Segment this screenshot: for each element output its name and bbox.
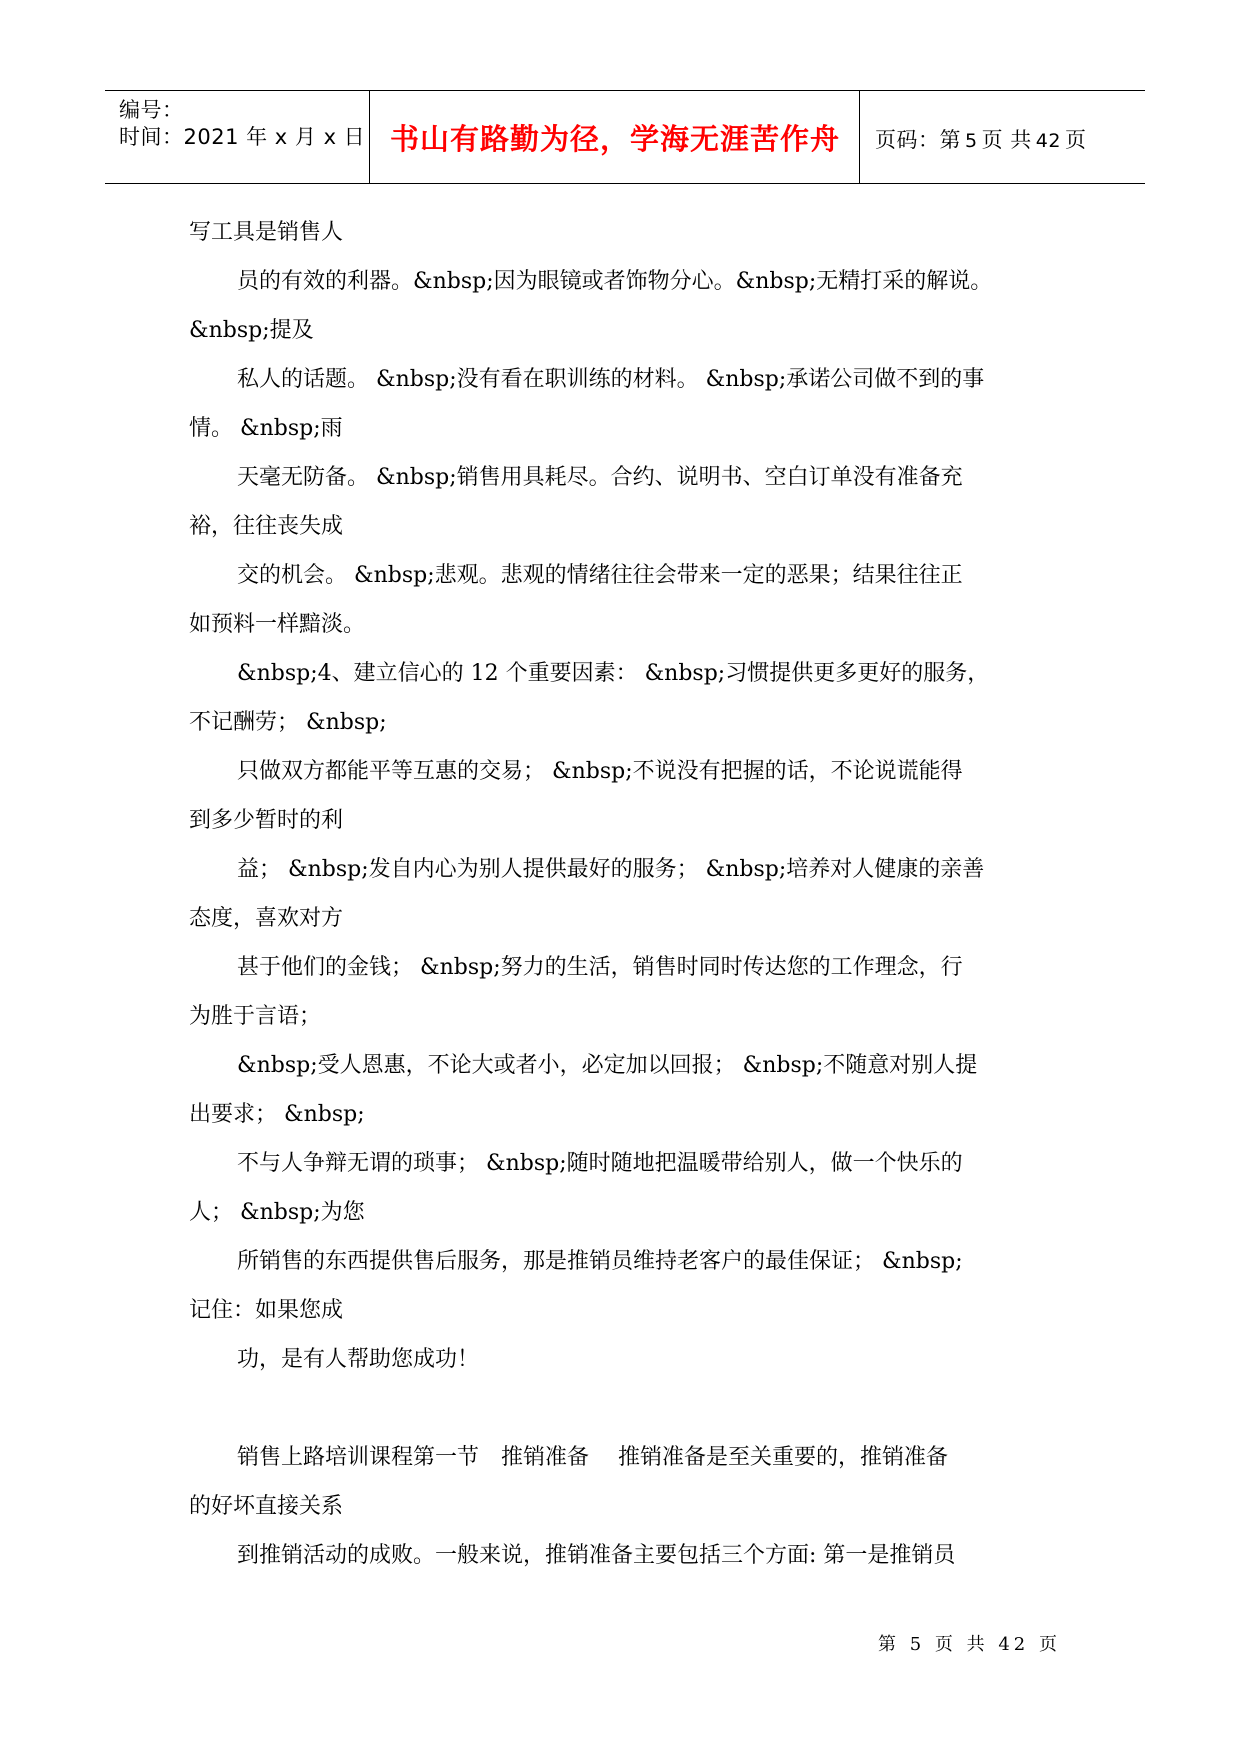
- body-line: 员的有效的利器。&nbsp;因为眼镜或者饰物分心。&nbsp;无精打采的解说。: [237, 269, 993, 294]
- body-line: 到推销活动的成败。一般来说，推销准备主要包括三个方面: 第一是推销员: [237, 1543, 956, 1568]
- body-line: 私人的话题。 &nbsp;没有看在职训练的材料。 &nbsp;承诺公司做不到的事: [237, 367, 985, 392]
- body-line: 功，是有人帮助您成功！: [237, 1347, 480, 1372]
- page-footer: 第 5 页 共 42 页: [878, 1634, 1061, 1655]
- body-line: 如预料一样黯淡。: [189, 612, 366, 637]
- body-line: 态度，喜欢对方: [189, 906, 344, 931]
- body-line: &nbsp;提及: [189, 318, 314, 343]
- body-line: 天毫无防备。 &nbsp;销售用具耗尽。合约、说明书、空白订单没有准备充: [237, 465, 963, 490]
- body-line: 人； &nbsp;为您: [189, 1200, 365, 1225]
- body-line: 甚于他们的金钱； &nbsp;努力的生活，销售时同时传达您的工作理念，行: [237, 955, 963, 980]
- header-motto: 书山有路勤为径，学海无涯苦作舟: [389, 122, 840, 156]
- document-number-label: 编号：: [119, 98, 184, 122]
- body-line: 所销售的东西提供售后服务，那是推销员维持老客户的最佳保证； &nbsp;: [237, 1249, 963, 1274]
- body-line: 为胜于言语；: [189, 1004, 322, 1029]
- header-page-cell: [861, 91, 1145, 183]
- header-page-number: [875, 124, 1086, 154]
- body-line: 情。 &nbsp;雨: [189, 416, 343, 441]
- body-line: &nbsp;4、建立信心的 12 个重要因素： &nbsp;习惯提供更多更好的服务，: [237, 661, 990, 686]
- body-line: 出要求； &nbsp;: [189, 1102, 365, 1127]
- body-line: 不记酬劳； &nbsp;: [189, 710, 387, 735]
- body-line: 不与人争辩无谓的琐事； &nbsp;随时随地把温暖带给别人，做一个快乐的: [237, 1151, 963, 1176]
- body-line: 记住：如果您成: [189, 1298, 344, 1323]
- page-total: 42: [1035, 130, 1061, 152]
- header-info-cell: [105, 91, 370, 183]
- page-suffix: 页: [1064, 128, 1087, 152]
- body-line: &nbsp;受人恩惠，不论大或者小，必定加以回报； &nbsp;不随意对别人提: [237, 1053, 978, 1078]
- document-time-label: 时间：2021 年 x 月 x 日: [119, 125, 366, 149]
- body-line: 的好坏直接关系: [189, 1494, 344, 1519]
- body-line: 只做双方都能平等互惠的交易； &nbsp;不说没有把握的话，不论说谎能得: [237, 759, 963, 784]
- page-current: 5: [965, 130, 978, 152]
- body-line: 益； &nbsp;发自内心为别人提供最好的服务； &nbsp;培养对人健康的亲善: [237, 857, 985, 882]
- page-prefix: 页码：第: [875, 128, 961, 152]
- body-line: 销售上路培训课程第一节 推销准备 推销准备是至关重要的，推销准备: [237, 1445, 948, 1470]
- body-line: 裕，往往丧失成: [189, 514, 344, 539]
- body-line: 交的机会。 &nbsp;悲观。悲观的情绪往往会带来一定的恶果；结果往往正: [237, 563, 963, 588]
- body-line: 写工具是销售人: [189, 220, 344, 245]
- body-line: 到多少暂时的利: [189, 808, 344, 833]
- page-header: [105, 90, 1145, 184]
- page-mid: 页 共: [981, 128, 1032, 152]
- header-motto-cell: [371, 91, 860, 183]
